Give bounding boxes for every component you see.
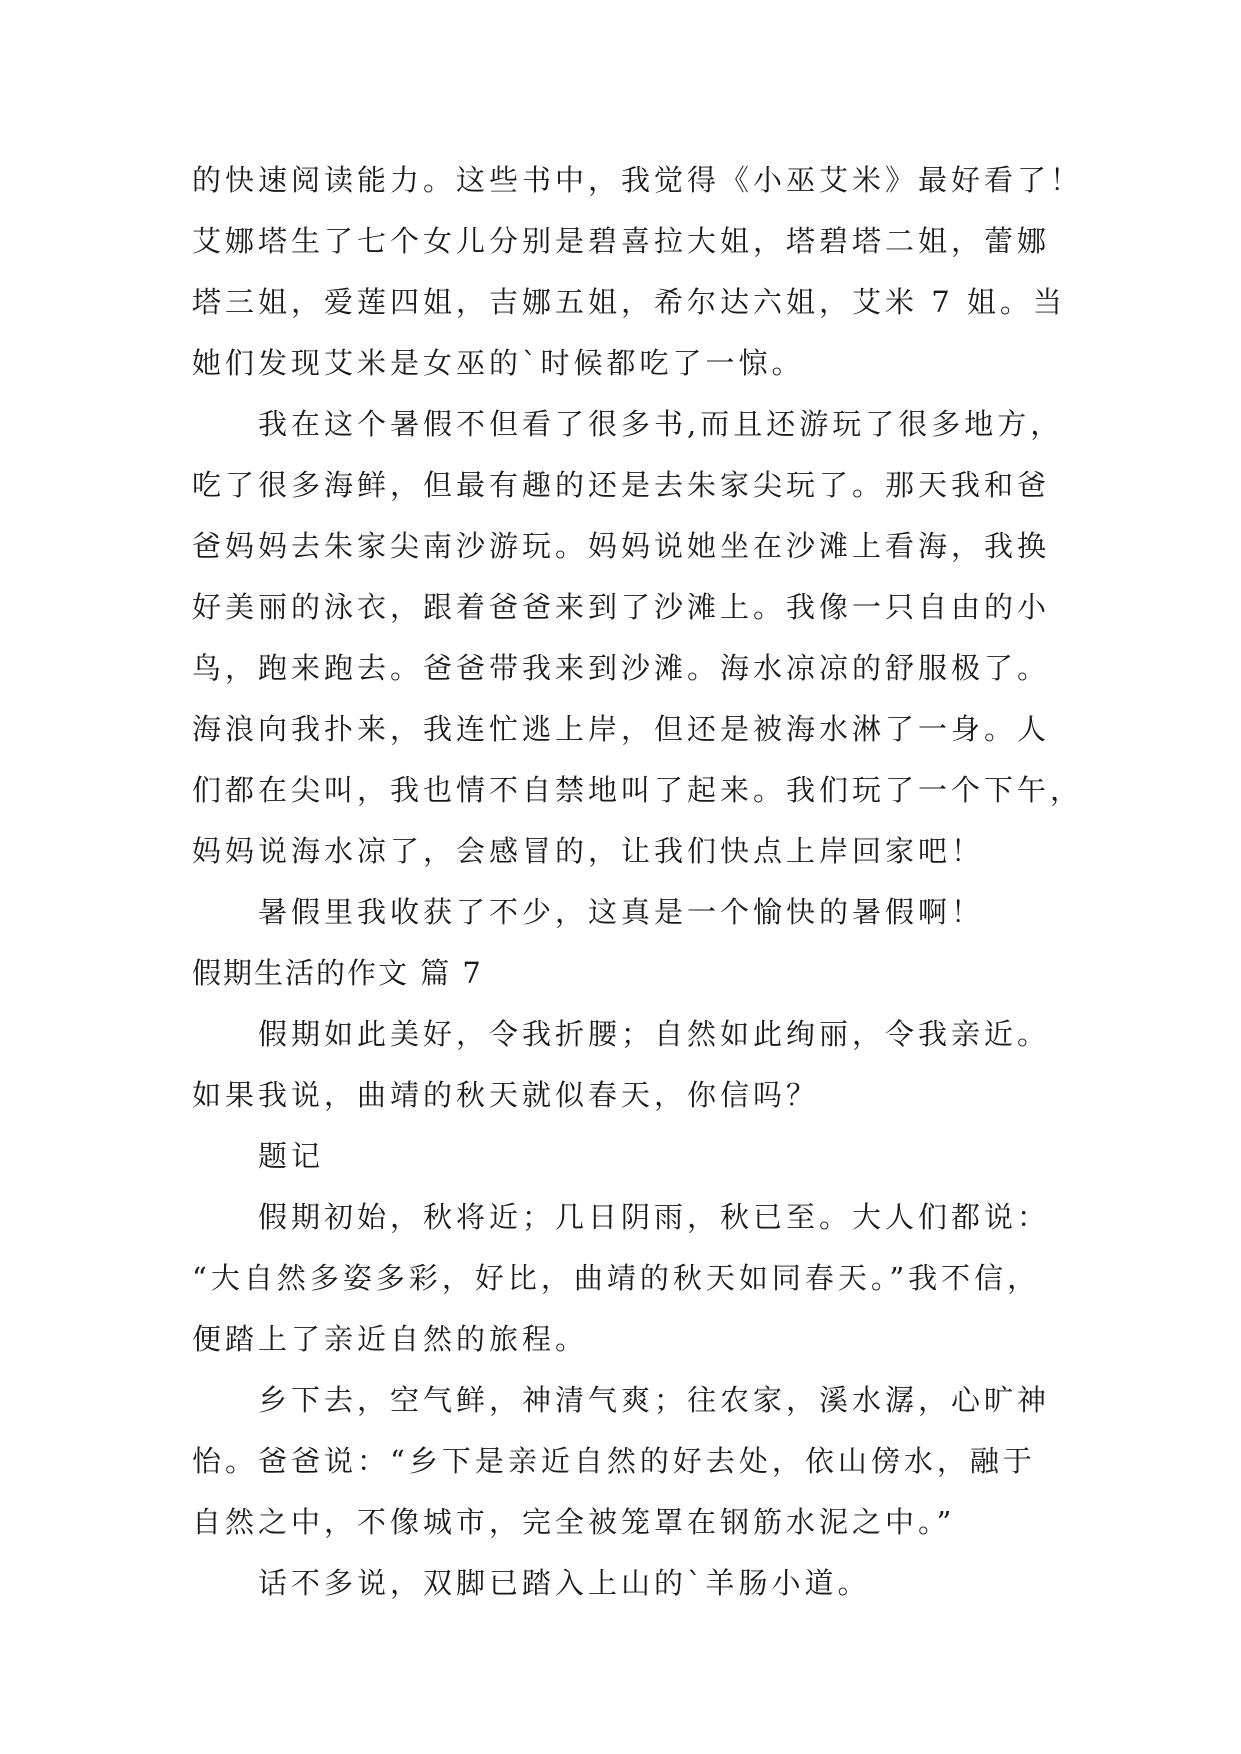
text-line: 乡下去，空气鲜，神清气爽；往农家，溪水潺，心旷神 bbox=[258, 1383, 1051, 1417]
text-line: 艾娜塔生了七个女儿分别是碧喜拉大姐，塔碧塔二姐，蕾娜 bbox=[192, 224, 1051, 258]
text-line: 我在这个暑假不但看了很多书,而且还游玩了很多地方， bbox=[258, 407, 1064, 441]
text-line: 爸妈妈去朱家尖南沙游玩。妈妈说她坐在沙滩上看海，我换 bbox=[192, 529, 1051, 563]
text-line: 怡。爸爸说：“乡下是亲近自然的好去处，依山傍水，融于 bbox=[192, 1444, 1036, 1478]
text-line: “大自然多姿多彩，好比，曲靖的秋天如同春天。”我不信， bbox=[192, 1261, 1041, 1295]
text-line: 吃了很多海鲜，但最有趣的还是去朱家尖玩了。那天我和爸 bbox=[192, 468, 1051, 502]
text-line: 妈妈说海水凉了，会感冒的，让我们快点上岸回家吧！ bbox=[192, 834, 985, 868]
text-line: 自然之中，不像城市，完全被笼罩在钢筋水泥之中。” bbox=[192, 1505, 956, 1539]
essay-text bbox=[192, 150, 1084, 1614]
text-line: 题记 bbox=[258, 1139, 325, 1173]
text-line: 假期初始，秋将近；几日阴雨，秋已至。大人们都说： bbox=[258, 1200, 1051, 1234]
text-line: 话不多说，双脚已踏入上山的`羊肠小道。 bbox=[258, 1566, 871, 1600]
text-line: 假期如此美好，令我折腰；自然如此绚丽，令我亲近。 bbox=[258, 1017, 1051, 1051]
text-line: 海浪向我扑来，我连忙逃上岸，但还是被海水淋了一身。人 bbox=[192, 712, 1051, 746]
text-line: 便踏上了亲近自然的旅程。 bbox=[192, 1322, 589, 1356]
text-line: 们都在尖叫，我也情不自禁地叫了起来。我们玩了一个下午， bbox=[192, 773, 1084, 807]
section-heading: 假期生活的作文 篇 7 bbox=[192, 956, 483, 990]
text-line: 暑假里我收获了不少，这真是一个愉快的暑假啊！ bbox=[258, 895, 985, 929]
text-line: 如果我说，曲靖的秋天就似春天，你信吗？ bbox=[192, 1078, 820, 1112]
text-line: 塔三姐，爱莲四姐，吉娜五姐，希尔达六姐，艾米 7 姐。当 bbox=[192, 285, 1066, 319]
text-line: 她们发现艾米是女巫的`时候都吃了一惊。 bbox=[192, 346, 805, 380]
text-line: 的快速阅读能力。这些书中，我觉得《小巫艾米》最好看了！ bbox=[192, 163, 1084, 197]
text-line: 好美丽的泳衣，跟着爸爸来到了沙滩上。我像一只自由的小 bbox=[192, 590, 1051, 624]
text-line: 鸟，跑来跑去。爸爸带我来到沙滩。海水凉凉的舒服极了。 bbox=[192, 651, 1051, 685]
